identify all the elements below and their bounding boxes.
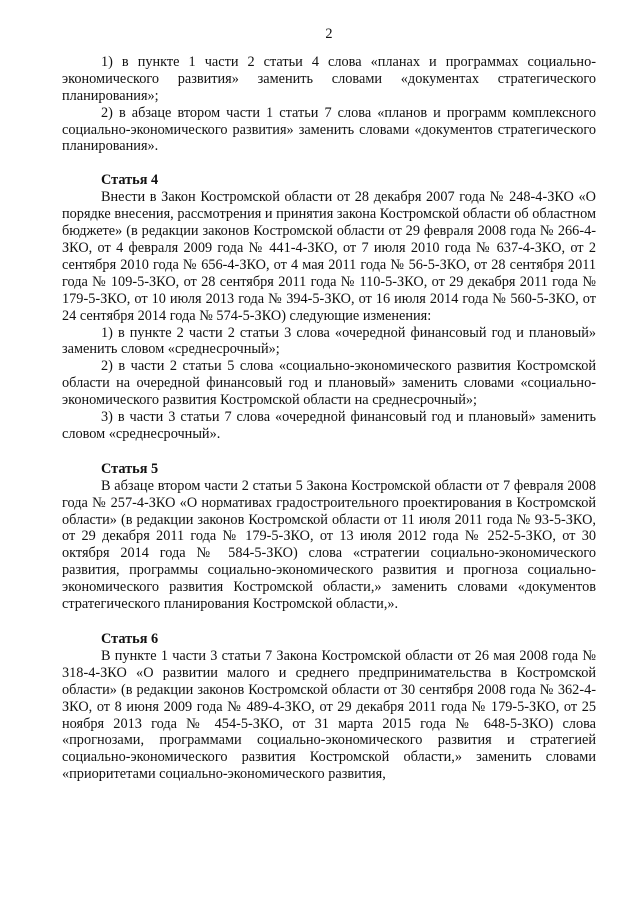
article-paragraph: 3) в части 3 статьи 7 слова «очередной финансовый год и плановый» заменить словом «среднесрочный».: [62, 409, 596, 442]
article-title: Статья 5: [101, 460, 159, 477]
article-paragraph: В абзаце втором части 2 статьи 5 Закона Костромской области от 7 февраля 2008 года № 257-4-ЗКО «О нормативах градостроительного проектирования в Костромской области» (в редакции законов Костромской области от 11 июля 2011 года № 93-5-ЗКО, от 29 декабря 2011 года № 179-5-ЗКО, от 13 июля 2012 года № 252-5-ЗКО, от 30 октября 2014 года № 584-5-ЗКО) слова «стратегии социально-экономического развития, программы социально-экономического развития и прогноза социально-экономического развития Костромской области,» заменить словами «документов стратегического планирования Костромской области,».: [62, 477, 596, 613]
intro-paragraph: 2) в абзаце втором части 1 статьи 7 слова «планов и программ комплексного социально-экономического развития» заменить словами «документов стратегического планирования».: [62, 104, 596, 155]
article-title: Статья 4: [101, 172, 159, 189]
article-paragraph: 2) в части 2 статьи 5 слова «социально-экономического развития Костромской области на очередной финансовый год и плановый» заменить словами «социально-экономического развития Костромской области на среднесрочный»;: [62, 358, 596, 409]
article-paragraph: 1) в пункте 2 части 2 статьи 3 слова «очередной финансовый год и плановый» заменить словом «среднесрочный»;: [62, 324, 596, 358]
article-title: Статья 6: [101, 631, 159, 647]
article-paragraph: Внести в Закон Костромской области от 28 декабря 2007 года № 248-4-ЗКО «О порядке внесения, рассмотрения и принятия закона Костромской области об областном бюджете» (в редакции законов Костромской области от 29 февраля 2008 года № 266-4-ЗКО, от 4 февраля 2009 года № 441-4-ЗКО, от 7 июля 2010 года № 637-4-ЗКО, от 2 сентября 2010 года № 656-4-ЗКО, от 4 мая 2011 года № 56-5-ЗКО, от 28 сентября 2011 года № 109-5-ЗКО, от 28 сентября 2011 года № 110-5-ЗКО, от 29 декабря 2011 года № 179-5-ЗКО, от 10 июля 2013 года № 394-5-ЗКО, от 16 июля 2014 года № 560-5-ЗКО, от 24 сентября 2014 года № 574-5-ЗКО) следующие изменения:: [62, 189, 596, 324]
intro-paragraph: 1) в пункте 1 части 2 статьи 4 слова «планах и программах социально-экономического развития» заменить словами «документах стратегического планирования»;: [62, 53, 596, 104]
page-number: 2: [325, 26, 333, 42]
article-paragraph: В пункте 1 части 3 статьи 7 Закона Костромской области от 26 мая 2008 года № 318-4-ЗКО «О развитии малого и среднего предпринимательства в Костромской области» (в редакции законов Костромской области от 30 сентября 2008 года № 362-4-ЗКО, от 8 июня 2009 года № 489-4-ЗКО, от 29 декабря 2011 года № 179-5-ЗКО, от 25 ноября 2013 года № 454-5-ЗКО, от 31 марта 2015 года № 648-5-ЗКО) слова «прогнозами, программами социально-экономического развития и стратегией социально-экономического развития Костромской области,» заменить словами «приоритетами социально-экономического развития,: [62, 647, 596, 783]
